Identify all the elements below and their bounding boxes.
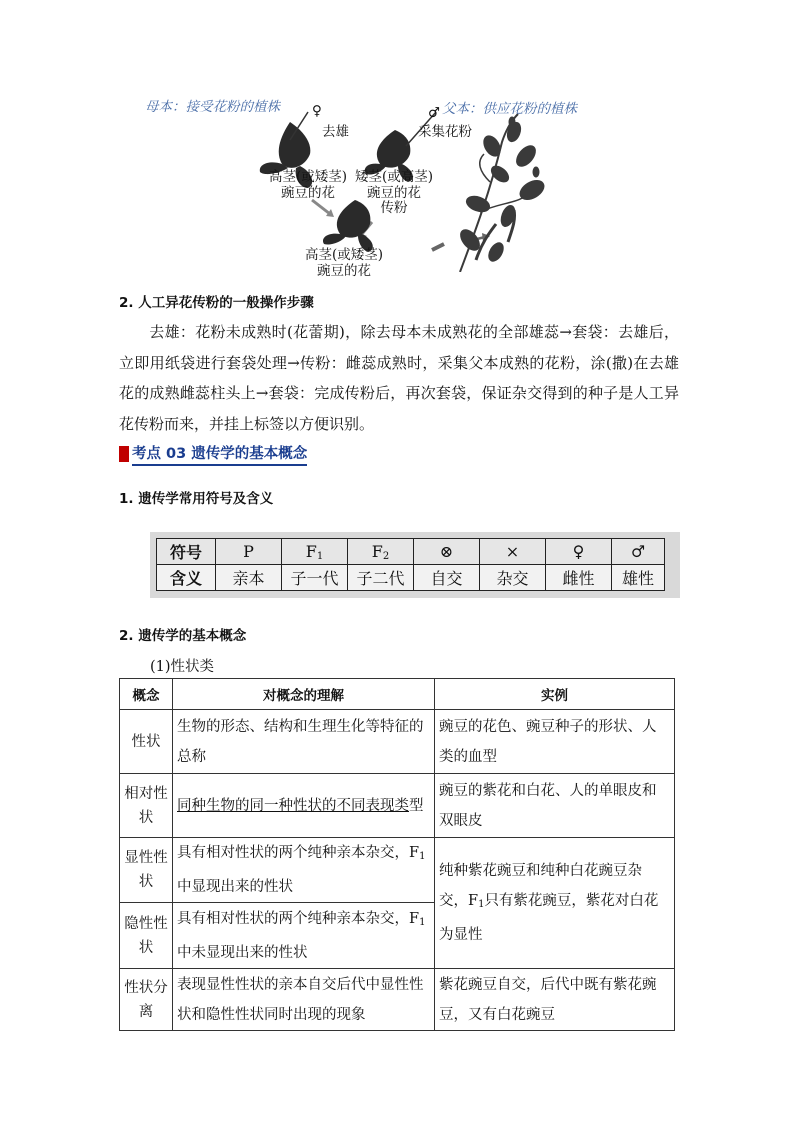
symbol-cell: $F_2$ xyxy=(348,539,414,565)
result-flower-caption xyxy=(300,248,388,279)
symbol-cell: × xyxy=(480,539,546,565)
symbols-table xyxy=(156,538,665,591)
tall-flower-caption xyxy=(266,170,350,201)
red-bar-icon xyxy=(119,446,129,462)
symbol-cell: P xyxy=(216,539,282,565)
concept-understanding: 具有相对性状的两个纯种亲本杂交，$F_1$中未显现出来的性状 xyxy=(173,903,435,969)
concept-name: 性状分离 xyxy=(120,969,173,1031)
concept-example: 纯种紫花豌豆和纯种白花豌豆杂交，$F_1$只有紫花豌豆，紫花对白花为显性 xyxy=(435,838,675,969)
concept-name: 显性性状 xyxy=(120,838,173,903)
male-symbol: ♂ xyxy=(428,105,441,121)
collect-pollen-label: 采集花粉 xyxy=(418,124,472,140)
meaning-cell: 雌性 xyxy=(546,565,612,591)
concepts-heading: 2. 遗传学的基本概念 xyxy=(119,628,247,644)
pollinate-label: 传粉 xyxy=(380,200,408,217)
operation-steps-paragraph xyxy=(119,317,679,439)
tall-flower-line2: 豌豆的花 xyxy=(281,184,335,201)
short-flower-line1: 矮茎(或高茎) xyxy=(354,169,434,185)
pea-cross-figure xyxy=(140,92,620,279)
female-symbol: ♀ xyxy=(312,103,322,119)
symbols-heading: 1. 遗传学常用符号及含义 xyxy=(119,491,274,507)
symbol-row-header: 符号 xyxy=(157,539,216,565)
emasculate-label: 去雄 xyxy=(322,124,349,140)
mother-label: 母本：接受花粉的植株 xyxy=(145,99,280,115)
father-label: 父本：供应花粉的植株 xyxy=(442,101,577,117)
operation-steps-heading: 2. 人工异花传粉的一般操作步骤 xyxy=(119,295,314,311)
table-row xyxy=(120,710,675,774)
table-row xyxy=(120,838,675,903)
concept-name: 性状 xyxy=(120,710,173,774)
table-row xyxy=(120,774,675,838)
meaning-cell: 子二代 xyxy=(348,565,414,591)
concept-example: 豌豆的紫花和白花、人的单眼皮和双眼皮 xyxy=(435,774,675,838)
concept-understanding: 同种生物的同一种性状的不同表现类型 xyxy=(173,774,435,838)
concept-name: 相对性状 xyxy=(120,774,173,838)
symbols-table-frame xyxy=(150,532,680,598)
table-row xyxy=(120,969,675,1031)
col-header-example: 实例 xyxy=(435,679,675,710)
concept-header-row xyxy=(120,679,675,710)
col-header-understanding: 对概念的理解 xyxy=(173,679,435,710)
kaodian-title xyxy=(119,444,307,464)
kaodian-title-text: 考点 03 遗传学的基本概念 xyxy=(132,442,307,466)
trait-category-label: (1)性状类 xyxy=(150,659,215,675)
meaning-cell: 雄性 xyxy=(612,565,665,591)
short-flower-line2: 豌豆的花 xyxy=(367,184,421,201)
symbol-cell: ♂ xyxy=(612,539,665,565)
symbol-cell: ♀ xyxy=(546,539,612,565)
meaning-row-header: 含义 xyxy=(157,565,216,591)
result-flower-line1: 高茎(或矮茎) xyxy=(304,247,384,263)
result-flower-line2: 豌豆的花 xyxy=(317,262,371,279)
meanings-row xyxy=(157,565,665,591)
col-header-concept: 概念 xyxy=(120,679,173,710)
symbols-row xyxy=(157,539,665,565)
meaning-cell: 子一代 xyxy=(282,565,348,591)
meaning-cell: 杂交 xyxy=(480,565,546,591)
short-flower-caption xyxy=(352,170,436,217)
concept-understanding: 生物的形态、结构和生理生化等特征的总称 xyxy=(173,710,435,774)
meaning-cell: 自交 xyxy=(414,565,480,591)
concept-table xyxy=(119,678,675,1031)
concept-example: 豌豆的花色、豌豆种子的形状、人类的血型 xyxy=(435,710,675,774)
tall-flower-line1: 高茎(或矮茎) xyxy=(268,169,348,185)
operation-steps-text: 去雄：花粉未成熟时(花蕾期)，除去母本未成熟花的全部雄蕊→套袋：去雄后，立即用纸袋进行套袋处理→传粉：雌蕊成熟时，采集父本成熟的花粉，涂(撒)在去雄花的成熟雌蕊柱头上→套袋：完成传粉后，再次套袋，保证杂交得到的种子是人工异花传粉而来，并挂上标签以方便识别。 xyxy=(119,323,679,433)
meaning-cell: 亲本 xyxy=(216,565,282,591)
concept-name: 隐性性状 xyxy=(120,903,173,969)
concept-example: 紫花豌豆自交，后代中既有紫花豌豆，又有白花豌豆 xyxy=(435,969,675,1031)
symbol-cell: ⊗ xyxy=(414,539,480,565)
symbol-cell: $F_1$ xyxy=(282,539,348,565)
concept-understanding: 表现显性性状的亲本自交后代中显性性状和隐性性状同时出现的现象 xyxy=(173,969,435,1031)
concept-understanding: 具有相对性状的两个纯种亲本杂交，$F_1$中显现出来的性状 xyxy=(173,838,435,903)
